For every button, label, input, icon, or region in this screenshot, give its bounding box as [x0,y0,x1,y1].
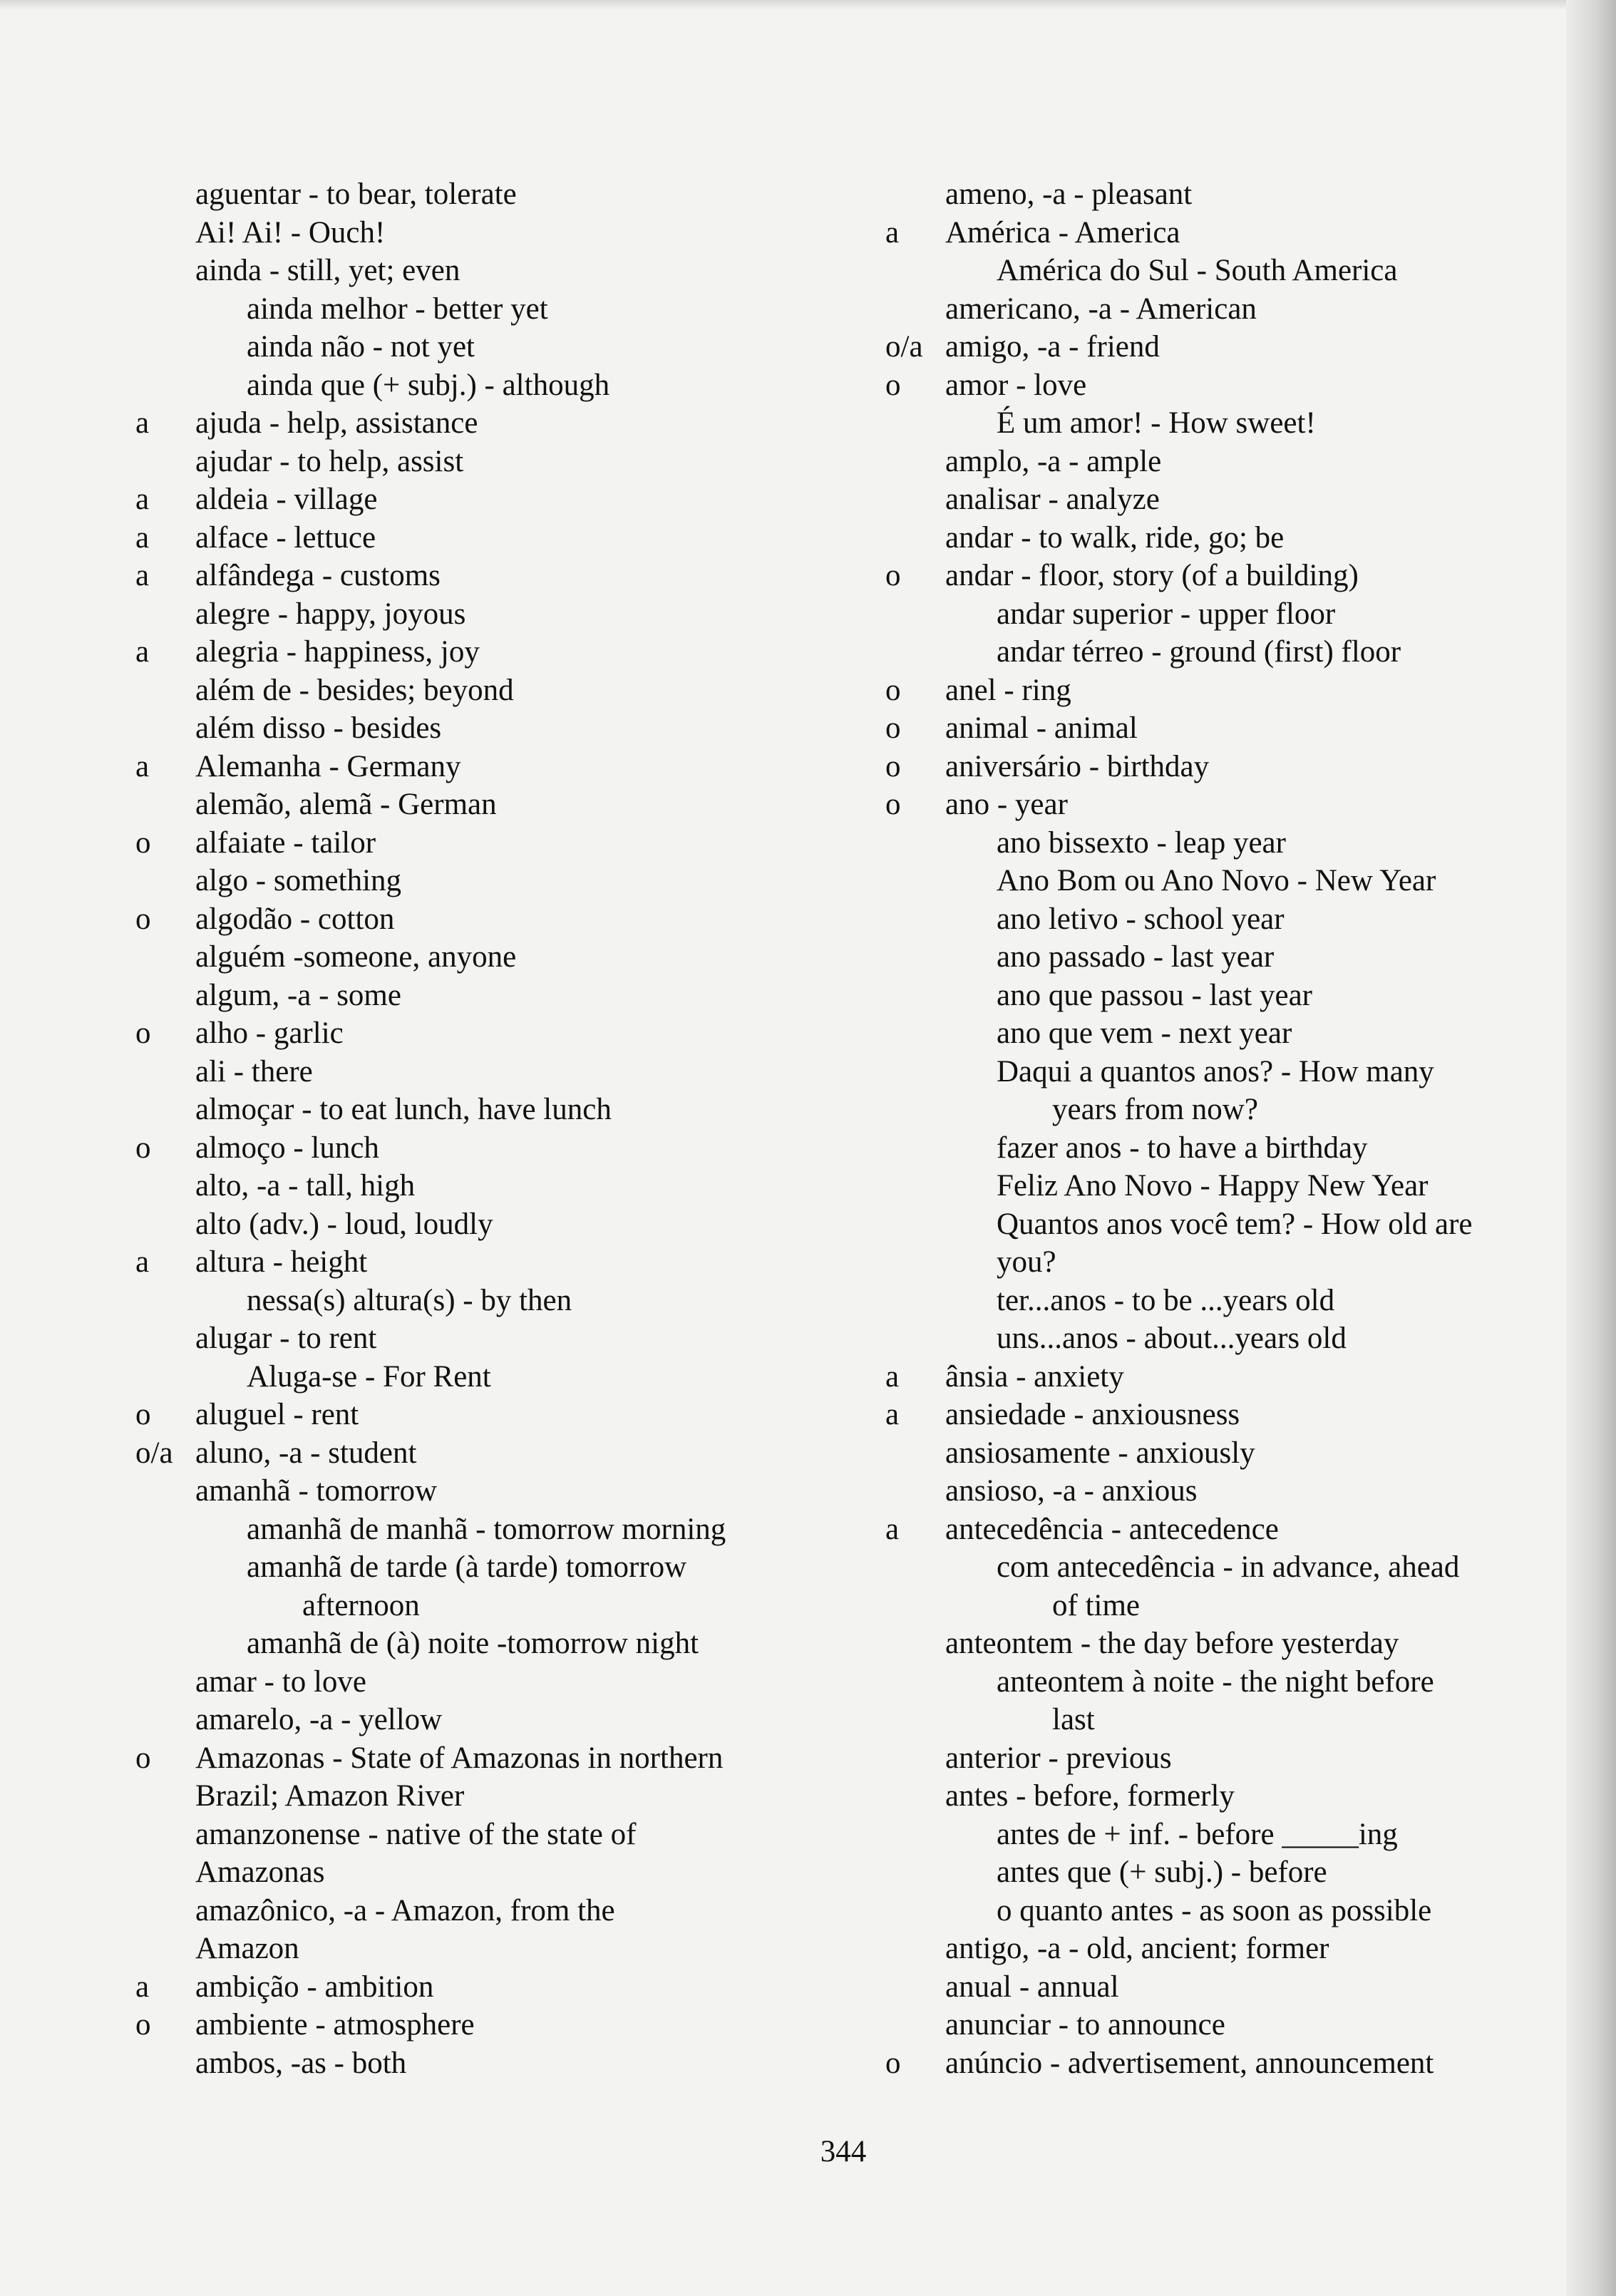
entry-text: last [1052,1703,1095,1736]
glossary-entry [885,671,1541,710]
entry-text: animal - animal [945,711,1138,745]
entry-text: ambos, -as - both [195,2046,407,2080]
entry-text: ânsia - anxiety [945,1359,1124,1394]
glossary-entry [135,862,848,900]
entry-text: amar - to love [195,1664,366,1699]
entry-text: Ai! Ai! - Ouch! [195,215,386,249]
glossary-entry [135,557,848,595]
glossary-entry [885,1091,1541,1129]
glossary-entry [885,214,1541,252]
entry-text: andar superior - upper floor [997,597,1336,631]
entry-text: years from now? [1052,1093,1258,1126]
glossary-entry [885,1892,1541,1930]
glossary-entry [135,1739,848,1778]
entry-text: aldeia - village [195,483,378,516]
glossary-entry [135,1282,848,1320]
entry-text: ter...anos - to be ...years old [997,1283,1335,1317]
entry-article: o [885,2046,901,2080]
glossary-entry [885,748,1541,786]
entry-text: ainda - still, yet; even [195,254,460,287]
entry-text: ajuda - help, assistance [195,406,478,440]
glossary-entry [885,366,1541,405]
entry-text: alguém -someone, anyone [195,940,517,974]
entry-text: almoço - lunch [195,1131,379,1165]
entry-text: Daqui a quantos anos? - How many [997,1054,1434,1088]
glossary-entry [135,1129,848,1168]
entry-text: Ano Bom ou Ano Novo - New Year [997,864,1436,897]
glossary-entry [885,977,1541,1015]
glossary-entry [135,1930,848,1968]
entry-text: antes de + inf. - before _____ing [997,1817,1398,1851]
glossary-entry [135,1510,848,1549]
glossary-entry [135,1358,848,1396]
entry-text: antes que (+ subj.) - before [997,1855,1327,1889]
entry-article: o/a [135,1436,173,1470]
entry-text: antecedência - antecedence [945,1512,1279,1546]
glossary-entry [885,1205,1541,1244]
entry-text: anteontem à noite - the night before [997,1664,1434,1699]
glossary-entry [135,519,848,557]
glossary-entry [135,1816,848,1854]
entry-text: Feliz Ano Novo - Happy New Year [997,1169,1429,1203]
entry-text: amanzonense - native of the state of [195,1817,637,1851]
entry-article: o [135,825,151,860]
glossary-right-column [885,175,1541,2082]
entry-text: anúncio - advertisement, announcement [945,2046,1434,2080]
glossary-entry [135,404,848,443]
glossary-entry [135,786,848,824]
entry-text: alto (adv.) - loud, loudly [195,1207,493,1241]
glossary-entry [135,977,848,1015]
glossary-entry [885,1014,1541,1053]
glossary-entry [885,2044,1541,2083]
entry-text: americano, -a - American [945,292,1257,326]
entry-text: ansiosamente - anxiously [945,1436,1255,1470]
glossary-entry [135,175,848,214]
entry-article: o [885,711,901,745]
entry-text: anteontem - the day before yesterday [945,1627,1399,1660]
glossary-entry [885,1968,1541,2007]
glossary-entry [135,252,848,290]
entry-article: o [135,1741,151,1775]
glossary-entry [885,1663,1541,1702]
entry-text: amplo, -a - ample [945,444,1162,478]
glossary-entry [135,1434,848,1473]
entry-text: aniversário - birthday [945,749,1210,783]
glossary-entry [135,633,848,671]
entry-text: ameno, -a - pleasant [945,177,1193,211]
glossary-entry [885,2006,1541,2044]
entry-article: o [885,788,901,821]
glossary-entry [135,1396,848,1434]
glossary-entry [885,595,1541,634]
glossary-entry [135,1548,848,1587]
entry-text: andar térreo - ground (first) floor [997,635,1401,669]
glossary-entry [885,1853,1541,1892]
glossary-entry [885,1472,1541,1510]
glossary-entry [135,1091,848,1129]
entry-text: aluguel - rent [195,1398,359,1431]
entry-text: amanhã - tomorrow [195,1474,438,1508]
glossary-entry [135,328,848,366]
glossary-entry [885,328,1541,366]
glossary-entry [135,1243,848,1282]
entry-text: ano passado - last year [997,940,1275,974]
entry-text: ainda que (+ subj.) - although [247,368,610,402]
entry-text: alho - garlic [195,1016,344,1050]
entry-text: afternoon [302,1588,420,1622]
glossary-entry [135,1587,848,1625]
glossary-entry [885,1701,1541,1739]
glossary-entry [885,938,1541,977]
page-top-shadow [0,0,1616,10]
entry-article: o [885,749,901,783]
entry-text: aguentar - to bear, tolerate [195,177,517,211]
glossary-entry [885,480,1541,519]
glossary-entry [885,175,1541,214]
glossary-entry [135,900,848,939]
entry-article: a [135,749,150,783]
glossary-entry [135,1472,848,1510]
glossary-entry [885,900,1541,939]
entry-article: a [135,520,150,555]
entry-text: amanhã de manhã - tomorrow morning [247,1512,726,1546]
entry-text: amigo, -a - friend [945,330,1160,364]
glossary-entry [885,1434,1541,1473]
glossary-entry [885,633,1541,671]
glossary-entry [885,1739,1541,1778]
glossary-left-column [135,175,848,2082]
entry-text: alegre - happy, joyous [195,597,466,631]
entry-text: Brazil; Amazon River [195,1779,465,1813]
entry-text: nessa(s) altura(s) - by then [247,1283,572,1317]
entry-text: ambiente - atmosphere [195,2008,475,2042]
glossary-entry [885,1358,1541,1396]
glossary-entry [885,519,1541,557]
glossary-entry [135,1053,848,1091]
entry-text: alface - lettuce [195,520,376,555]
entry-text: uns...anos - about...years old [997,1322,1347,1355]
glossary-entry [135,824,848,863]
entry-text: Amazonas [195,1855,325,1889]
entry-text: Quantos anos você tem? - How old are [997,1207,1473,1241]
glossary-entry [135,1205,848,1244]
glossary-entry [885,1625,1541,1663]
entry-article: o [135,1131,151,1165]
entry-text: Alemanha - Germany [195,749,461,783]
entry-text: andar - floor, story (of a building) [945,559,1359,592]
glossary-entry [885,1396,1541,1434]
glossary-entry [135,1663,848,1702]
entry-article: o [885,368,901,402]
glossary-entry [885,443,1541,481]
glossary-entry [135,1014,848,1053]
glossary-entry [135,1319,848,1358]
entry-text: além disso - besides [195,711,442,745]
entry-article: a [135,1970,150,2004]
entry-text: com antecedência - in advance, ahead [997,1550,1460,1584]
entry-text: alemão, alemã - German [195,788,497,821]
entry-text: of time [1052,1588,1140,1622]
glossary-entry [135,1777,848,1816]
glossary-entry [885,862,1541,900]
entry-text: alfaiate - tailor [195,825,376,860]
entry-text: ano - year [945,788,1068,821]
entry-text: algodão - cotton [195,902,395,936]
entry-article: o [135,1398,151,1431]
entry-text: amanhã de tarde (à tarde) tomorrow [247,1550,687,1584]
glossary-entry [135,1853,848,1892]
entry-text: ambição - ambition [195,1970,434,2004]
entry-text: anterior - previous [945,1741,1172,1775]
entry-text: analisar - analyze [945,483,1160,516]
glossary-entry [885,1282,1541,1320]
glossary-entry [135,480,848,519]
entry-text: É um amor! - How sweet! [997,406,1316,440]
entry-text: Aluga-se - For Rent [247,1359,491,1394]
entry-text: alegria - happiness, joy [195,635,480,669]
glossary-entry [885,252,1541,290]
glossary-entry [885,1053,1541,1091]
entry-text: além de - besides; beyond [195,673,514,707]
entry-text: algum, -a - some [195,978,401,1012]
glossary-entry [135,443,848,481]
glossary-entry [885,824,1541,863]
glossary-entry [135,290,848,329]
entry-text: almoçar - to eat lunch, have lunch [195,1093,612,1126]
entry-text: alfândega - customs [195,559,441,592]
entry-text: ano que vem - next year [997,1016,1292,1050]
glossary-entry [135,709,848,748]
glossary-entry [135,1968,848,2007]
entry-text: altura - height [195,1245,368,1279]
entry-text: América do Sul - South America [997,254,1398,287]
glossary-entry [885,557,1541,595]
glossary-entry [135,1625,848,1663]
glossary-entry [135,366,848,405]
page-binding-edge [1566,0,1616,2296]
entry-text: andar - to walk, ride, go; be [945,520,1285,555]
entry-text: alto, -a - tall, high [195,1169,416,1203]
entry-text: América - America [945,215,1180,249]
glossary-entry [885,1319,1541,1358]
glossary-entry [135,1167,848,1205]
entry-article: o [135,1016,151,1050]
glossary-entry [135,938,848,977]
glossary-entry [885,1167,1541,1205]
glossary-entry [135,1701,848,1739]
entry-article: a [135,406,150,440]
entry-text: o quanto antes - as soon as possible [997,1893,1432,1927]
entry-article: a [885,1359,900,1394]
entry-text: ano bissexto - leap year [997,825,1286,860]
entry-text: ansiedade - anxiousness [945,1398,1240,1431]
entry-text: ali - there [195,1054,313,1088]
entry-text: amanhã de (à) noite -tomorrow night [247,1627,699,1660]
glossary-entry [885,709,1541,748]
glossary-entry [885,290,1541,329]
entry-article: a [885,1398,900,1431]
entry-text: ainda melhor - better yet [247,292,548,326]
entry-article: o [885,559,901,592]
entry-text: ano que passou - last year [997,978,1312,1012]
glossary-entry [135,1892,848,1930]
entry-text: antes - before, formerly [945,1779,1235,1813]
entry-text: amazônico, -a - Amazon, from the [195,1893,615,1927]
glossary-entry [885,1510,1541,1549]
entry-text: ajudar - to help, assist [195,444,464,478]
glossary-entry [885,1587,1541,1625]
entry-article: a [885,215,900,249]
entry-article: a [135,559,150,592]
entry-text: amarelo, -a - yellow [195,1703,443,1736]
entry-text: antigo, -a - old, ancient; former [945,1932,1329,1965]
entry-text: fazer anos - to have a birthday [997,1131,1368,1165]
glossary-entry [885,404,1541,443]
entry-text: anual - annual [945,1970,1119,2004]
entry-text: alugar - to rent [195,1322,377,1355]
glossary-entry [885,1548,1541,1587]
entry-text: anunciar - to announce [945,2008,1225,2042]
entry-text: ano letivo - school year [997,902,1285,936]
glossary-entry [135,748,848,786]
entry-text: Amazonas - State of Amazonas in northern [195,1741,724,1775]
entry-article: o [135,2008,151,2042]
glossary-entry [885,1243,1541,1282]
entry-text: aluno, -a - student [195,1436,417,1470]
glossary-entry [885,1777,1541,1816]
glossary-entry [135,671,848,710]
entry-text: anel - ring [945,673,1071,707]
entry-text: algo - something [195,864,402,897]
entry-text: you? [997,1245,1056,1279]
entry-article: o [135,902,151,936]
glossary-entry [135,214,848,252]
glossary-entry [135,2044,848,2083]
glossary-entry [135,595,848,634]
glossary-entry [135,2006,848,2044]
entry-article: a [135,635,150,669]
entry-article: a [135,483,150,516]
entry-article: a [885,1512,900,1546]
glossary-entry [885,786,1541,824]
entry-text: ansioso, -a - anxious [945,1474,1198,1508]
entry-text: amor - love [945,368,1087,402]
glossary-entry [885,1129,1541,1168]
glossary-entry [885,1816,1541,1854]
entry-text: Amazon [195,1932,299,1965]
entry-article: o/a [885,330,923,364]
page-number: 344 [820,2135,867,2168]
entry-article: o [885,673,901,707]
entry-text: ainda não - not yet [247,330,475,364]
entry-article: a [135,1245,150,1279]
glossary-entry [885,1930,1541,1968]
